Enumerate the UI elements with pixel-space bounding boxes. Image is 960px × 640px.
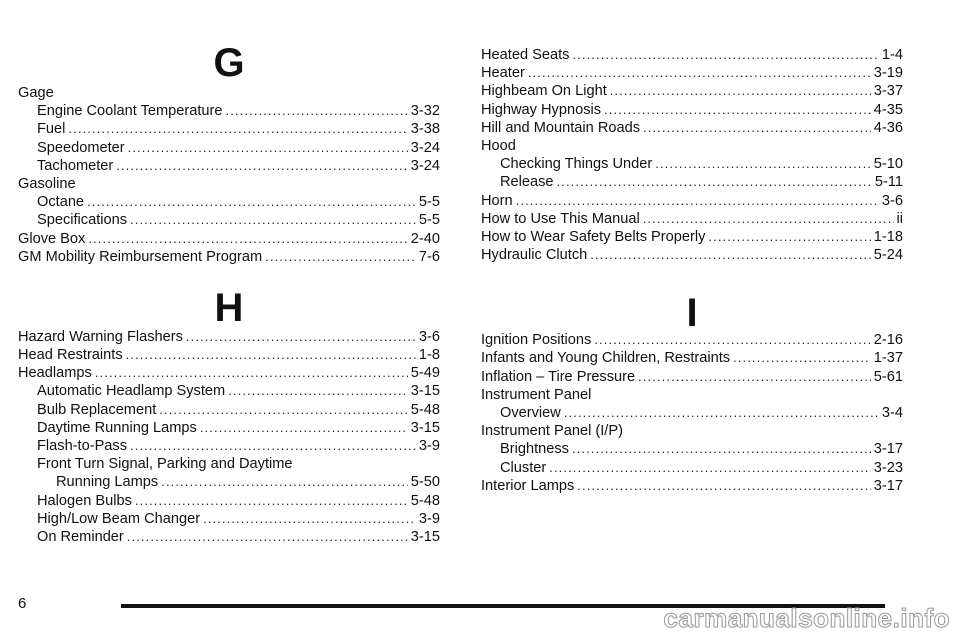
index-entry (18, 455, 440, 473)
index-entry-label: Tachometer (37, 157, 114, 174)
index-entry-page: 3-17 (873, 477, 903, 494)
index-letter-heading-i: I (686, 291, 698, 336)
index-entry-label: High/Low Beam Changer (37, 510, 201, 527)
dot-leader (265, 248, 416, 266)
dot-leader (200, 419, 408, 437)
index-entry (481, 119, 903, 137)
index-entry (18, 364, 440, 382)
index-entry-page: 5-61 (873, 368, 903, 385)
index-entry-page: 4-36 (873, 119, 903, 136)
index-column-left (18, 0, 440, 546)
dot-leader (733, 349, 871, 367)
index-entry-label: Headlamps (18, 365, 92, 382)
index-entry-label: Bulb Replacement (37, 401, 157, 418)
index-entry-page: 1-18 (873, 228, 903, 245)
index-entry-page: 5-24 (873, 247, 903, 264)
index-list-g (18, 84, 440, 266)
index-entry-page: 1-4 (881, 47, 903, 63)
index-entry-label: Infants and Young Children, Restraints (481, 350, 731, 367)
index-entry-page: 3-38 (410, 121, 440, 138)
dot-leader (128, 139, 408, 157)
index-letter-heading-h: H (214, 285, 244, 330)
index-entry-page: 3-19 (873, 65, 903, 82)
index-entry (18, 139, 440, 157)
index-entry-page: 5-5 (418, 212, 440, 229)
index-entry-page: 5-49 (410, 365, 440, 382)
index-entry-label: Halogen Bulbs (37, 492, 132, 509)
index-entry (481, 82, 903, 100)
index-entry-page: 2-40 (410, 230, 440, 247)
dot-leader (655, 155, 871, 173)
index-entry-label: Checking Things Under (500, 156, 653, 173)
index-entry (18, 230, 440, 248)
dot-leader (126, 346, 416, 364)
page-number: 6 (18, 595, 27, 612)
index-entry (481, 386, 903, 404)
index-entry-label: Highbeam On Light (481, 83, 607, 100)
index-entry-page: 1-8 (418, 347, 440, 364)
index-entry-page: 3-17 (873, 441, 903, 458)
index-entry-page: 3-4 (881, 405, 903, 421)
index-letter-heading-g: G (213, 41, 245, 85)
index-entry-label: Octane (37, 194, 85, 211)
dot-leader (186, 328, 416, 346)
index-entry (481, 440, 903, 458)
index-entry-page: 2-16 (873, 332, 903, 349)
index-entry (481, 101, 903, 119)
index-entry-page: 3-32 (410, 103, 440, 120)
index-entry (481, 459, 903, 477)
dot-leader (87, 193, 416, 211)
dot-leader (161, 473, 408, 491)
index-entry-label: Gasoline (18, 175, 76, 192)
index-entry (481, 404, 903, 422)
index-entry-label: How to Use This Manual (481, 210, 640, 227)
index-entry (481, 192, 903, 210)
dot-leader (590, 246, 871, 264)
index-entry-label: Gage (18, 85, 54, 101)
index-entry-page: 3-24 (410, 139, 440, 156)
dot-leader (516, 192, 879, 210)
index-entry-page: 5-11 (874, 174, 903, 191)
index-entry (18, 473, 440, 491)
dot-leader (594, 331, 870, 349)
index-entry-page: 4-35 (873, 101, 903, 118)
index-entry-label: Hill and Mountain Roads (481, 119, 640, 136)
index-entry-label: Specifications (37, 212, 128, 229)
index-entry (481, 210, 903, 228)
index-entry-label: Instrument Panel (I/P) (481, 423, 623, 440)
index-entry-page: 3-24 (410, 157, 440, 174)
index-entry-label: Hood (481, 137, 516, 154)
index-entry-label: Cluster (500, 459, 547, 476)
index-list-h-continued (481, 46, 903, 264)
index-entry (18, 248, 440, 266)
index-entry-page: 3-9 (418, 438, 440, 454)
index-entry-label: Glove Box (18, 230, 86, 247)
index-entry (481, 46, 903, 64)
index-entry-page: 3-9 (418, 510, 440, 527)
index-entry (18, 382, 440, 400)
index-entry (18, 193, 440, 211)
dot-leader (643, 119, 871, 137)
dot-leader (549, 459, 871, 477)
index-entry-label: Hazard Warning Flashers (18, 328, 183, 345)
index-entry-label: Highway Hypnosis (481, 101, 602, 118)
index-entry (18, 528, 440, 546)
index-entry-page: 5-48 (410, 401, 440, 418)
dot-leader (638, 368, 871, 386)
dot-leader (116, 157, 408, 175)
index-entry-label: Daytime Running Lamps (37, 419, 197, 436)
index-entry-label: Overview (500, 405, 561, 421)
index-entry-page: 5-5 (418, 194, 440, 211)
index-entry-label: Release (500, 174, 554, 191)
index-entry-label: Engine Coolant Temperature (37, 103, 223, 120)
index-list-h (18, 328, 440, 546)
index-entry (18, 346, 440, 364)
index-entry (18, 437, 440, 455)
index-entry (18, 419, 440, 437)
dot-leader (643, 210, 894, 228)
index-entry (481, 64, 903, 82)
index-entry-label: Interior Lamps (481, 477, 575, 494)
index-entry-label: Heater (481, 65, 525, 82)
dot-leader (95, 364, 408, 382)
index-entry (481, 155, 903, 173)
index-entry-label: On Reminder (37, 528, 124, 545)
index-entry-label: GM Mobility Reimbursement Program (18, 248, 263, 265)
index-entry (18, 510, 440, 528)
index-entry-page: 3-23 (873, 459, 903, 476)
index-entry-label: Automatic Headlamp System (37, 383, 226, 400)
index-entry (18, 211, 440, 229)
index-entry-page: 7-6 (418, 248, 440, 265)
index-entry-label: Fuel (37, 121, 66, 138)
index-entry-label: Instrument Panel (481, 386, 592, 403)
dot-leader (610, 82, 871, 100)
dot-leader (528, 64, 871, 82)
index-entry (481, 368, 903, 386)
index-entry-label: Flash-to-Pass (37, 438, 128, 454)
watermark-logo: carmanualsonline.info (663, 603, 950, 633)
dot-leader (130, 437, 416, 455)
index-entry-page: 5-10 (873, 156, 903, 173)
index-entry (18, 84, 440, 102)
index-entry-label: Ignition Positions (481, 332, 592, 349)
dot-leader (572, 46, 878, 64)
dot-leader (577, 477, 871, 495)
dot-leader (135, 492, 408, 510)
index-column-right (481, 0, 903, 495)
index-entry (481, 331, 903, 349)
index-entry-page: 3-6 (418, 328, 440, 345)
index-entry (481, 349, 903, 367)
index-entry-label: Inflation – Tire Pressure (481, 368, 636, 385)
index-entry-label: How to Wear Safety Belts Properly (481, 228, 706, 245)
index-entry-label: Head Restraints (18, 347, 123, 364)
index-entry (18, 157, 440, 175)
index-entry (18, 120, 440, 138)
dot-leader (226, 102, 408, 120)
index-entry (18, 328, 440, 346)
index-entry-page: 3-37 (873, 83, 903, 100)
index-entry-page: 3-6 (881, 192, 903, 209)
dot-leader (130, 211, 416, 229)
index-entry-page: 5-48 (410, 492, 440, 509)
dot-leader (203, 510, 416, 528)
index-entry-page: 5-50 (410, 474, 440, 491)
index-entry (18, 175, 440, 193)
index-entry-label: Hydraulic Clutch (481, 247, 588, 264)
index-entry-label: Horn (481, 192, 513, 209)
index-entry (18, 492, 440, 510)
index-entry (18, 401, 440, 419)
index-entry-page: ii (896, 210, 903, 227)
index-entry-label: Speedometer (37, 139, 125, 156)
index-entry-page: 3-15 (410, 528, 440, 545)
dot-leader (564, 404, 879, 422)
index-entry (481, 173, 903, 191)
index-list-i (481, 331, 903, 495)
index-entry (481, 477, 903, 495)
index-entry (481, 137, 903, 155)
dot-leader (557, 173, 872, 191)
index-entry-label: Running Lamps (56, 474, 159, 491)
dot-leader (604, 101, 871, 119)
index-entry (18, 102, 440, 120)
dot-leader (127, 528, 408, 546)
dot-leader (159, 401, 408, 419)
index-entry-label: Front Turn Signal, Parking and Daytime (37, 456, 293, 473)
dot-leader (228, 382, 408, 400)
index-entry-page: 3-15 (410, 419, 440, 436)
index-entry-label: Brightness (500, 441, 569, 458)
index-entry (481, 228, 903, 246)
dot-leader (708, 228, 870, 246)
index-entry-page: 1-37 (873, 350, 903, 367)
index-entry-label: Heated Seats (481, 47, 570, 63)
index-entry (481, 422, 903, 440)
dot-leader (572, 440, 871, 458)
index-entry-page: 3-15 (410, 383, 440, 400)
dot-leader (68, 120, 407, 138)
index-entry (481, 246, 903, 264)
dot-leader (88, 230, 407, 248)
